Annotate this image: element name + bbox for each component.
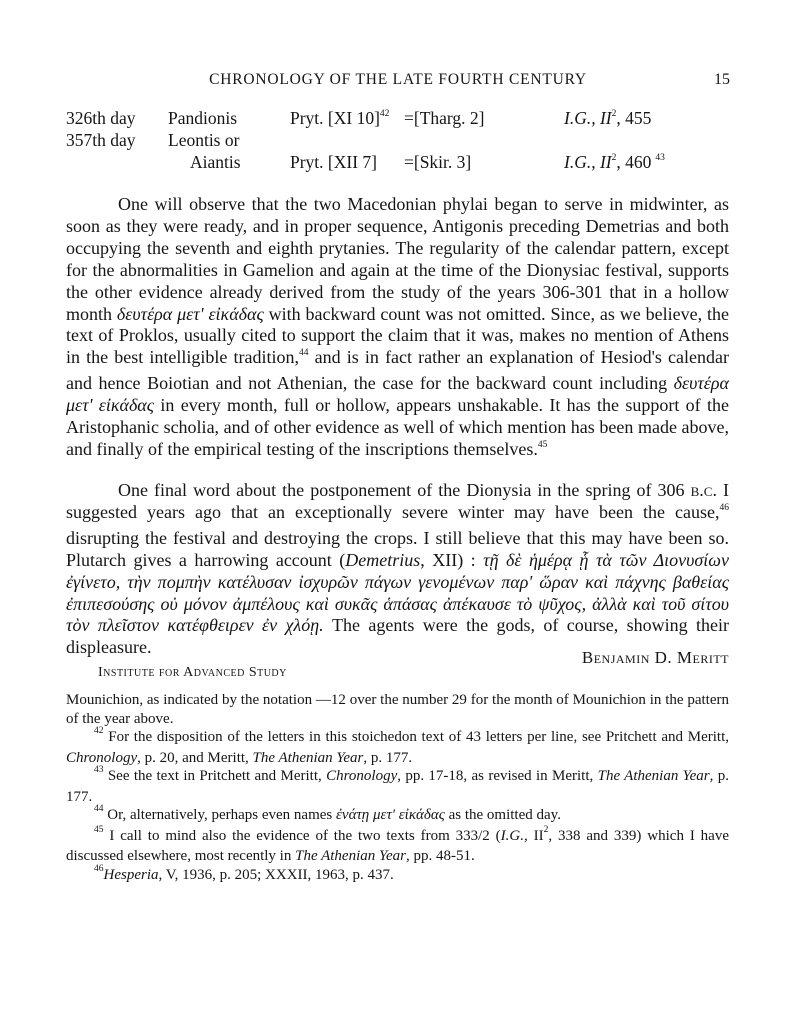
row-equation: =[Tharg. 2] [404,108,485,128]
text-run: , II [524,827,544,844]
footnote-ref: 46 [719,502,729,513]
row-tribe: Leontis or [168,130,240,150]
text-run: Or, alternatively, perhaps even names [103,807,336,823]
text-run: For the disposition of the letters in this stoichedon text of 43 letters per line, see Pritchett and Meritt, [103,729,729,745]
row-day: 326th day [66,108,136,128]
text-run: , XII) : [420,549,484,570]
calendar-table [66,107,730,173]
work-title: Hesperia [103,866,159,883]
footnote-45 [66,824,730,866]
text-run: with backward count was not omitted. Since, as we believe, the text of Proklos, usually cited to support the claim that it was, makes no mention of Athens in the best intelligible tradition, [66,303,729,368]
text-run: , p. 177. [66,768,729,805]
row-prytany: Pryt. [XII 7] [290,152,377,172]
text-run: as the omitted day. [444,807,561,823]
text-run: One final word about the postponement of the Dionysia in the spring of 306 [118,480,691,500]
footnote-number: 44 [94,804,104,814]
page-number: 15 [714,71,730,88]
text-run: , V, 1936, p. 205; XXXII, 1963, p. 437. [158,866,394,883]
work-title: Chronology [66,749,138,766]
work-title: The Athenian Year [295,848,406,864]
work-title: Demetrius [345,549,421,570]
text-run: , p. 177. [363,749,413,766]
ig-number: , 455 [616,108,652,128]
work-title: The Athenian Year [252,749,364,766]
footnote-continued: Mounichion, as indicated by the notation —12 over the number 29 for the month of Mounichion in the pattern of the year above. [66,692,729,727]
text-run: , 338 and 339) which I have discussed elsewhere, most recently in [66,827,730,864]
footnote-number: 46 [94,863,104,874]
edition-sup: 2 [611,109,617,119]
paragraph-body [66,194,729,465]
edition-sup: 2 [611,153,617,163]
footnote-ref: 45 [537,439,548,450]
footnote-43 [66,767,729,806]
row-tribe: Aiantis [190,152,241,172]
ig-abbrev: I.G., II [564,152,612,172]
text-run: , pp. 48-51. [405,848,475,864]
greek-phrase: ἐνάτῃ μετ' εἰκάδας [336,807,445,823]
ig-abbrev: I.G., II [564,108,612,128]
paragraph-body [66,480,729,659]
text-run: I call to mind also the evidence of the two texts from 333/2 ( [103,827,501,844]
footnotes [66,691,729,886]
footnote-46 [66,863,729,887]
work-title: Chronology [326,768,398,784]
greek-phrase: δευτέρα μετ' εἰκάδας [66,373,729,416]
running-title: CHRONOLOGY OF THE LATE FOURTH CENTURY [209,71,587,88]
text-run: I suggested years ago that an exceptionally severe winter may have been the cause, [66,480,729,522]
row-tribe: Pandionis [168,108,238,128]
text-run: and is in fact rather an explanation of Hesiod's calendar and hence Boiotian and not Athenian, the case for the backward count including [66,347,729,394]
footnote-42 [66,728,729,767]
text-run: , pp. 17-18, as revised in Meritt, [397,768,598,784]
work-title: The Athenian Year [597,768,710,784]
author-institution: Institute for Advanced Study [98,665,287,680]
footnote-number: 42 [94,726,104,736]
calendar-row [66,151,730,173]
author-signature: Benjamin D. Meritt [581,648,729,667]
footnote-ref: 42 [379,109,390,119]
work-title: I.G. [500,827,524,844]
paragraph-phylai [66,194,729,465]
text-run: One will observe that the two Macedonian phylai began to serve in midwinter, as soon as they were ready, and in proper sequence, Antigonis preceding Demetrias and both occupying the seventh and eighth prytanies. The regularity of the calendar pattern, except for the abnormalities in Gamelion and again at the time of the Dionysiac festival, supports the other evidence already derived from the study of the years 306-301 that in a hollow month [66,194,729,324]
ig-number: , 460 [616,152,652,172]
calendar-row [66,107,730,129]
text-run: in every month, full or hollow, appears unshakable. It has the support of the Aristophanic scholia, and of other evidence as well of which mention has been made above, and finally of the empirical testing of the inscriptions themselves. [66,395,729,459]
footnote-44 [66,806,729,827]
text-run: The agents were the gods, of course, showing their displeasure. [66,615,729,658]
text-run: See the text in Pritchett and Meritt, [103,768,327,784]
greek-phrase: δευτέρα μετ' εἰκάδας [116,303,264,324]
paragraph-dionysia [66,480,729,659]
text-run: disrupting the festival and destroying the crops. I still believe that this may have been so. Plutarch gives a harrowing account ( [66,527,729,570]
footnote-number: 45 [94,824,104,835]
row-day: 357th day [66,130,136,150]
prytany-text: Pryt. [XI 10] [290,108,380,128]
running-head [66,71,730,93]
row-inscription [564,151,665,177]
footnote-ref: 44 [299,348,309,359]
row-equation: =[Skir. 3] [404,152,472,172]
text-run: , p. 20, and Meritt, [137,749,253,766]
footnote-ref: 43 [655,153,665,163]
calendar-row [66,129,730,151]
edition-sup: 2 [543,824,549,835]
era-abbrev: b.c. [690,480,717,500]
greek-quotation: τῇ δὲ ἡμέρᾳ ᾗ τὰ τῶν Διονυσίων ἐγίνετο, τὴν πομπὴν κατέλυσαν ἰσχυρῶν πάγων γενομένων παρ' ὥραν καὶ πάχνης βαθείας ἐπιπεσούσης οὐ μόνον ἀμπέλους καὶ συκᾶς ἁπάσας ἀπέκαυσε τὸ ψῦχος, ἀλλὰ καὶ τοῦ σίτου τὸν πλεῖστον κατέφθειρεν ἐν χλόῃ. [66,549,729,636]
footnote-number: 43 [94,765,104,775]
